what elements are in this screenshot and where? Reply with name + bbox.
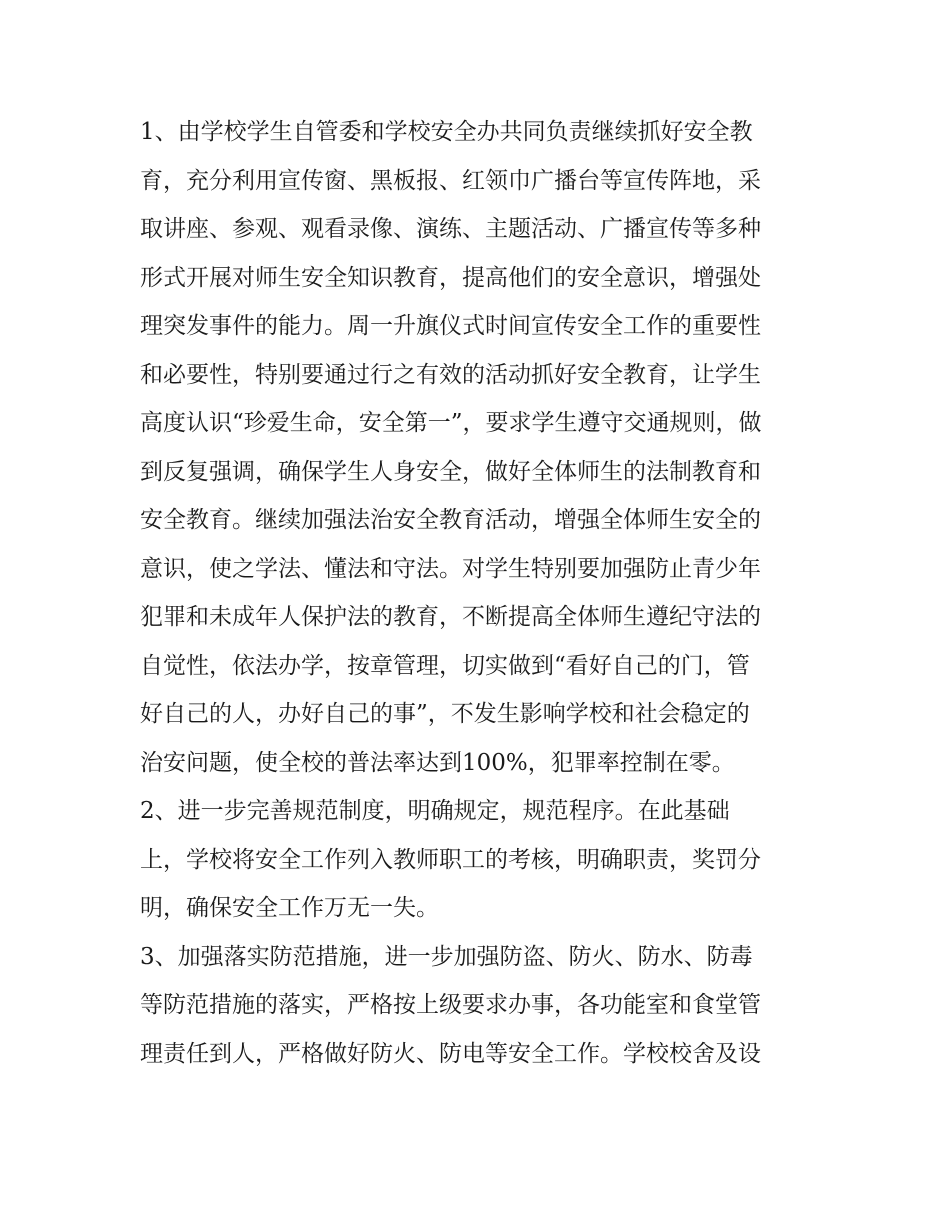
text-line: 理突发事件的能力。周一升旗仪式时间宣传安全工作的重要性 (140, 313, 761, 339)
text-line: 到反复强调，确保学生人身安全，做好全体师生的法制教育和 (140, 458, 761, 485)
text-line: 犯罪和未成年人保护法的教育，不断提高全体师生遵纪守法的 (140, 604, 761, 630)
text-line: 2、进一步完善规范制度，明确规定，规范程序。在此基础 (140, 798, 730, 824)
text-line: 取讲座、参观、观看录像、演练、主题活动、广播宣传等多种 (140, 216, 761, 242)
paragraph-2 (140, 787, 820, 933)
text-line: 育，充分利用宣传窗、黑板报、红领巾广播台等宣传阵地，采 (140, 167, 761, 194)
paragraph-1 (140, 108, 820, 787)
text-line: 等防范措施的落实，严格按上级要求办事，各功能室和食堂管 (140, 992, 761, 1018)
paragraph-3 (140, 933, 820, 1079)
document-body (140, 108, 820, 1078)
text-line: 明，确保安全工作万无一失。 (140, 895, 439, 921)
text-line: 理责任到人，严格做好防火、防电等安全工作。学校校舍及设 (140, 1040, 761, 1067)
text-line: 自觉性，依法办学，按章管理，切实做到“看好自己的门，管 (140, 652, 750, 679)
text-line: 安全教育。继续加强法治安全教育活动，增强全体师生安全的 (140, 507, 761, 533)
text-line: 好自己的人，办好自己的事”，不发生影响学校和社会稳定的 (140, 701, 750, 727)
text-line: 上，学校将安全工作列入教师职工的考核，明确职责，奖罚分 (140, 846, 761, 873)
text-line: 形式开展对师生安全知识教育，提高他们的安全意识，增强处 (140, 264, 761, 291)
text-line: 1、由学校学生自管委和学校安全办共同负责继续抓好安全教 (140, 119, 753, 145)
text-line: 和必要性，特别要通过行之有效的活动抓好安全教育，让学生 (140, 361, 761, 388)
text-line: 3、加强落实防范措施，进一步加强防盗、防火、防水、防毒 (140, 943, 753, 970)
text-line: 高度认识“珍爱生命，安全第一”，要求学生遵守交通规则，做 (140, 410, 762, 436)
text-line: 意识，使之学法、懂法和守法。对学生特别要加强防止青少年 (140, 555, 761, 582)
text-line: 治安问题，使全校的普法率达到100%，犯罪率控制在零。 (140, 749, 735, 776)
